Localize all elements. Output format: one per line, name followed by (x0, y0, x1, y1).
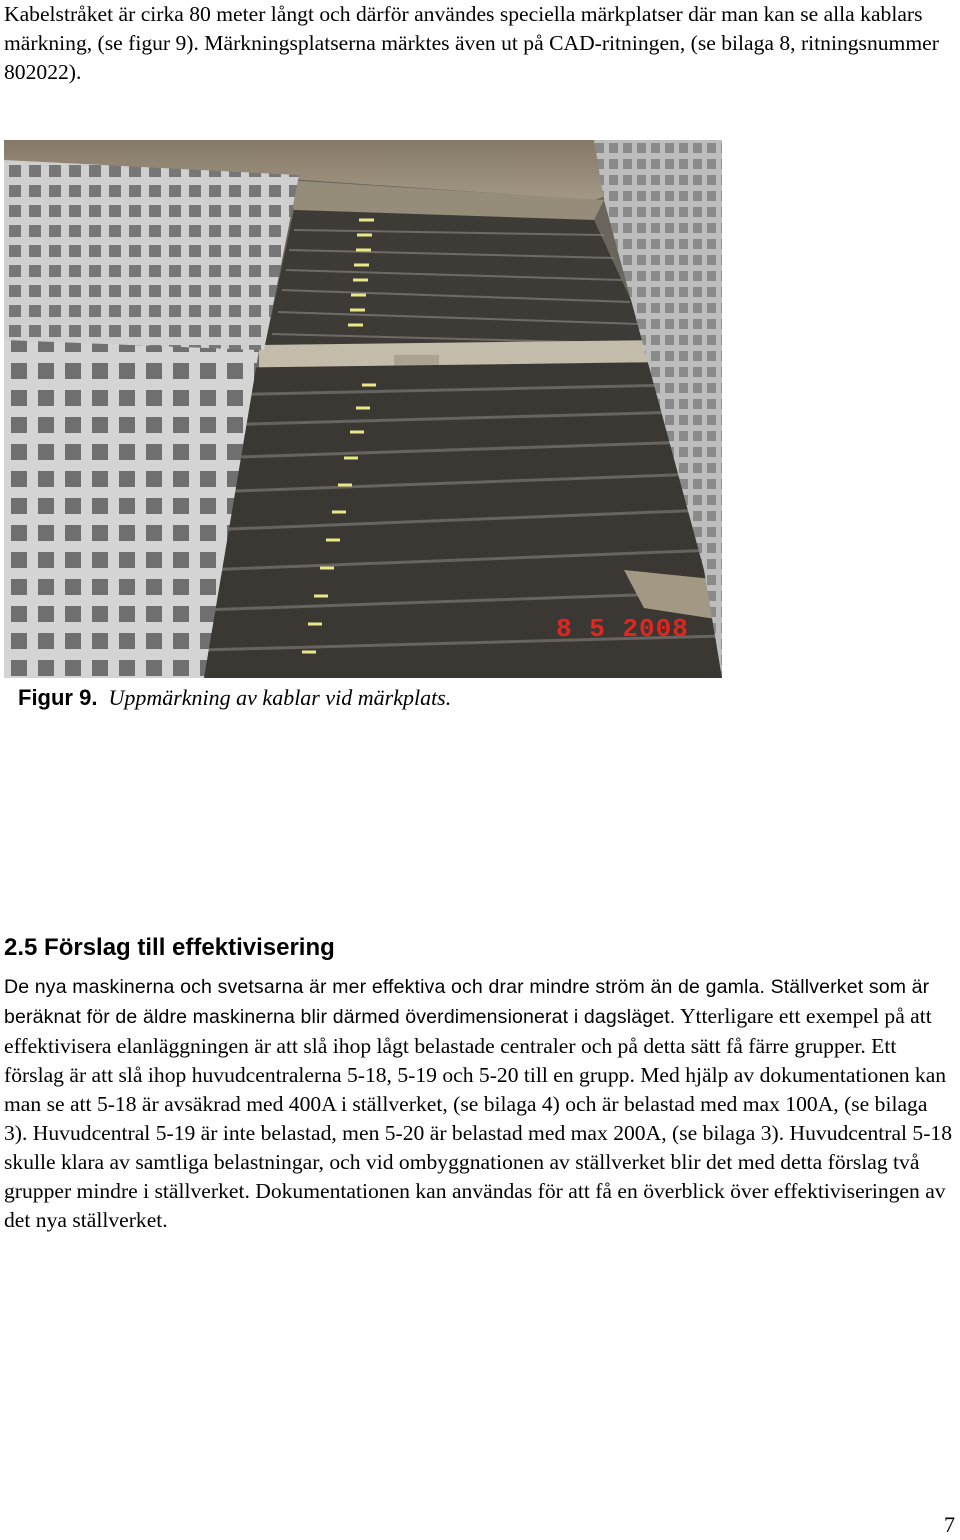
date-stamp: 8 5 2008 (556, 614, 689, 644)
page-number: 7 (944, 1512, 955, 1537)
intro-paragraph: Kabelstråket är cirka 80 meter långt och därför användes speciella märkplatser där man kan se alla kablars märkning, (se figur 9). Märkningsplatserna märktes även ut på CAD-ritningen, (se bilaga 8, ritningsnummer 802022). (4, 2, 939, 84)
figure-caption (18, 685, 451, 711)
figure-label: Figur 9. (18, 685, 98, 710)
section-paragraph (4, 972, 956, 1235)
section-lead-text: De nya maskinerna och svetsarna är mer effektiva och drar mindre ström än de gamla. Ställverket som är beräknat för de äldre maskinerna blir därmed överdimensionerat i dagsläget. (4, 976, 930, 1028)
cable-tray-photo (4, 140, 722, 678)
figure-caption-text: Uppmärkning av kablar vid märkplats. (108, 685, 452, 710)
section-heading: 2.5 Förslag till effektivisering (4, 934, 335, 961)
section-body-text: Ytterligare ett exempel på att effektivisera elanläggningen är att slå ihop lågt belastade centraler och på detta sätt få färre grupper. Ett förslag är att slå ihop huvudcentralerna 5-18, 5-19 och 5-20 till en grupp. Med hjälp av dokumentationen kan man se att 5-18 är avsäkrad med 400A i ställverket, (se bilaga 4) och är belastad med max 100A, (se bilaga 3). Huvudcentral 5-19 är inte belastad, men 5-20 är belastad med max 200A, (se bilaga 3). Huvudcentral 5-18 skulle klara av samtliga belastningar, och vid ombyggnationen av ställverket blir det med detta förslag två grupper mindre i ställverket. Dokumentationen kan användas för att få en överblick över effektiviseringen av det nya ställverket. (4, 1004, 953, 1232)
